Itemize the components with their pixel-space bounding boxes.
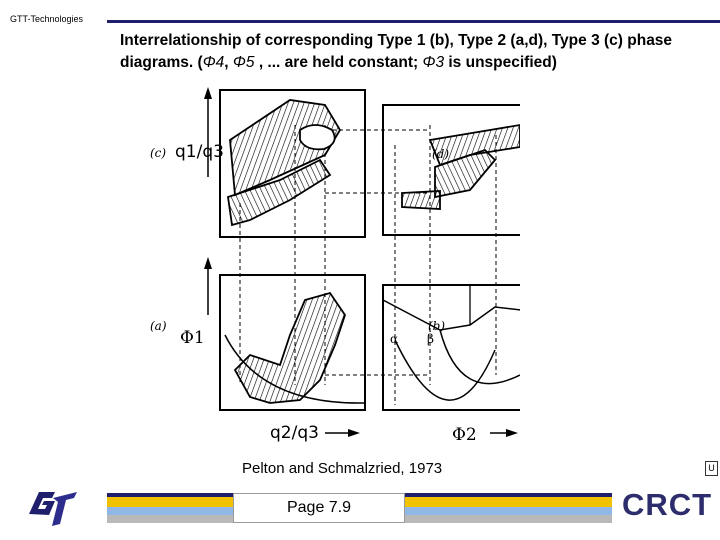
title-text-1: Interrelationship of corresponding Type 1 (b), Type 2 (a,d), Type 3 (c) phase diagrams. (	[120, 32, 673, 71]
panel-a-label: (a)	[150, 319, 167, 333]
axis-phi1: Φ1	[180, 328, 205, 348]
phi5-symbol: Φ5	[232, 54, 255, 71]
panel-c-label: (c)	[150, 146, 167, 160]
arrowhead-up-top	[204, 87, 212, 99]
arrowhead-right-right	[506, 429, 518, 437]
panel-b-label: (b)	[428, 319, 446, 333]
axis-q2-q3: q2/q3	[270, 423, 319, 443]
brand-label: GTT-Technologies	[10, 14, 84, 24]
phase-diagram-figure	[140, 85, 520, 455]
beta-label: β	[427, 332, 434, 346]
gt-logo-icon	[25, 486, 80, 531]
panel-d-label: (d)	[432, 147, 450, 161]
panel-a-region	[235, 293, 345, 403]
page-number: Page 7.9	[233, 493, 405, 523]
header-rule	[107, 20, 720, 23]
org-name: CRCT	[622, 487, 713, 522]
phi3-symbol: Φ3	[422, 54, 445, 71]
panel-c-lobe	[300, 125, 335, 149]
alpha-label: α	[390, 332, 399, 346]
phi4-symbol: Φ4	[202, 54, 225, 71]
panel-d-lower-region	[402, 191, 440, 209]
title-text-2: , ... are held constant;	[254, 54, 423, 71]
panel-b-curves	[383, 300, 520, 400]
figure-caption: Pelton and Schmalzried, 1973	[242, 460, 443, 477]
arrowhead-up-bottom	[204, 257, 212, 269]
title-sep: ,	[224, 54, 233, 71]
axis-phi2: Φ2	[452, 425, 477, 445]
axis-q1-q3: q1/q3	[175, 142, 224, 162]
title-text-3: is unspecified)	[444, 54, 557, 71]
arrowhead-right-left	[348, 429, 360, 437]
side-icon: U	[705, 461, 718, 476]
slide-title	[120, 30, 700, 74]
panel-b-box	[383, 285, 520, 410]
